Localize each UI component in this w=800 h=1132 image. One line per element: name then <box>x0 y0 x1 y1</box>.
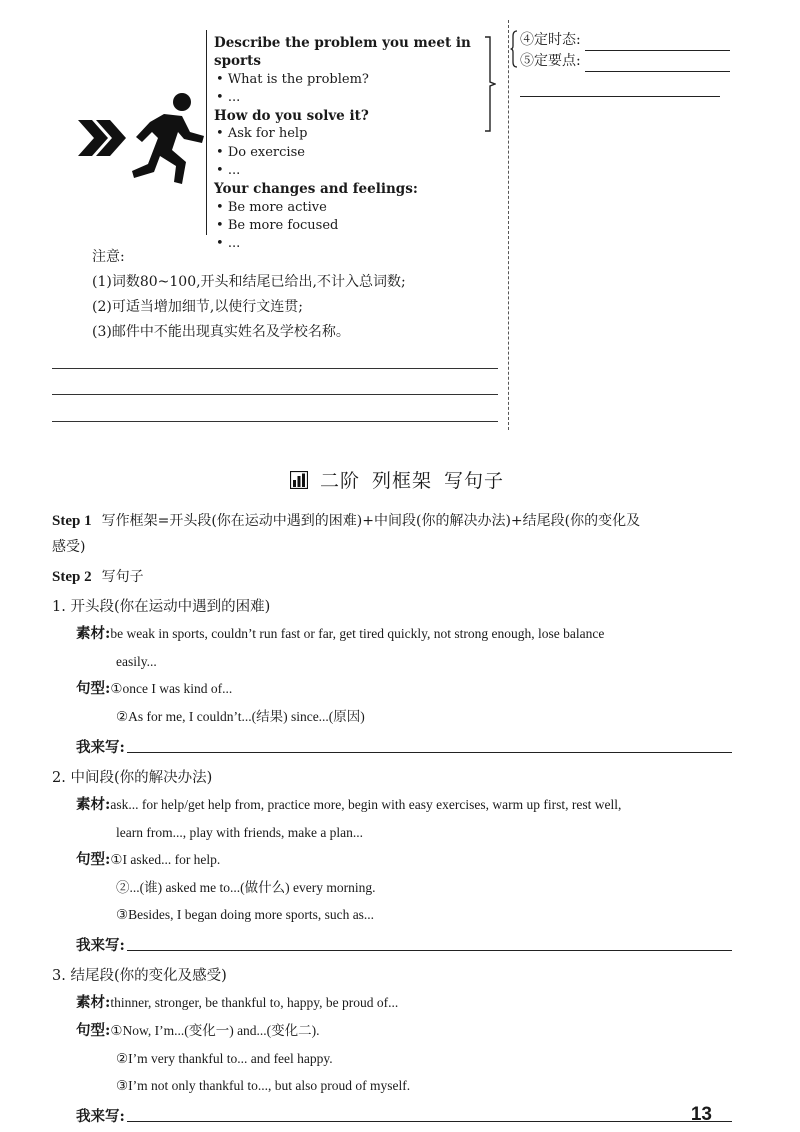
section-title-level: 二阶 <box>319 470 360 492</box>
outline-item: • ... <box>216 236 241 252</box>
outline-heading: Describe the problem you meet in sports <box>214 35 471 70</box>
brace-icon <box>510 30 518 68</box>
outline-item: • Ask for help <box>216 126 308 142</box>
outline-item: • Be more active <box>216 199 327 215</box>
pattern-item: ②...(谁) asked me to...(做什么) every morning. <box>116 880 376 895</box>
notes-title: 注意: <box>92 249 125 265</box>
section-heading: 1. 开头段(你在运动中遇到的困难) <box>52 599 271 615</box>
tense-label: ④定时态: <box>520 32 581 48</box>
tense-blank[interactable] <box>585 36 730 51</box>
outline-heading: How do you solve it? <box>214 108 369 125</box>
steps-content <box>52 508 732 1126</box>
brace-icon <box>484 36 496 132</box>
write-blank[interactable] <box>127 1121 732 1122</box>
write-row[interactable]: 我来写: <box>76 1099 732 1126</box>
page-number: 13 <box>690 1104 712 1125</box>
material-row: 素材:thinner, stronger, be thankful to, happy, be proud of... <box>76 994 399 1011</box>
section-title-sentences: 写句子 <box>444 470 505 492</box>
points-field[interactable] <box>520 51 730 72</box>
material-row-continued: learn from..., play with friends, make a plan... <box>116 825 364 840</box>
runner-icon <box>78 92 208 184</box>
note-item: (1)词数80~100,开头和结尾已给出,不计入总词数; <box>92 274 406 290</box>
notes <box>92 245 492 345</box>
material-row: 素材:be weak in sports, couldn’t run fast or far, get tired quickly, not strong enough, lose balance <box>76 625 605 642</box>
answer-line[interactable] <box>52 421 498 422</box>
points-blank-extra[interactable] <box>520 96 720 97</box>
step-label: Step 2 <box>52 569 92 585</box>
section-title <box>0 466 800 493</box>
answer-line[interactable] <box>52 368 498 369</box>
bar-chart-icon <box>290 471 308 489</box>
points-blank[interactable] <box>585 57 730 72</box>
outline-heading: Your changes and feelings: <box>214 181 418 198</box>
write-blank[interactable] <box>127 752 732 753</box>
outline-item: • ... <box>216 163 241 179</box>
answer-hints <box>520 30 730 72</box>
step-1-continued: 感受) <box>52 539 86 555</box>
writing-outline <box>214 34 484 254</box>
outline-item: • Do exercise <box>216 144 305 160</box>
pattern-row: 句型:①once I was kind of... <box>76 680 233 697</box>
dashed-divider <box>508 20 509 430</box>
answer-line[interactable] <box>52 394 498 395</box>
note-item: (2)可适当增加细节,以使行文连贯; <box>92 299 303 315</box>
pattern-item: ②As for me, I couldn’t...(结果) since...(原因) <box>116 709 365 724</box>
section-heading: 3. 结尾段(你的变化及感受) <box>52 968 227 984</box>
pattern-item: ③I’m not only thankful to..., but also proud of myself. <box>116 1078 411 1093</box>
outline-item: • What is the problem? <box>216 71 369 87</box>
outline-item: • Be more focused <box>216 217 339 233</box>
pattern-row: 句型:①Now, I’m...(变化一) and...(变化二). <box>76 1022 320 1039</box>
pattern-item: ③Besides, I began doing more sports, such as... <box>116 907 375 922</box>
step-2: Step 2 写句子 <box>52 569 144 585</box>
outline-item: • ... <box>216 89 241 105</box>
pattern-row: 句型:①I asked... for help. <box>76 851 221 868</box>
write-row[interactable]: 我来写: <box>76 928 732 955</box>
section-title-frame: 列框架 <box>371 470 432 492</box>
section-heading: 2. 中间段(你的解决办法) <box>52 770 213 786</box>
write-row[interactable]: 我来写: <box>76 730 732 757</box>
tense-field[interactable] <box>520 30 730 51</box>
note-item: (3)邮件中不能出现真实姓名及学校名称。 <box>92 324 350 340</box>
pattern-item: ②I’m very thankful to... and feel happy. <box>116 1051 333 1066</box>
step-1: Step 1 写作框架=开头段(你在运动中遇到的困难)+中间段(你的解决办法)+结尾段(你的变化及 <box>52 513 641 529</box>
points-label: ⑤定要点: <box>520 53 581 69</box>
material-row-continued: easily... <box>116 654 157 669</box>
step-label: Step 1 <box>52 513 92 529</box>
material-row: 素材:ask... for help/get help from, practice more, begin with easy exercises, warm up first, rest well, <box>76 796 622 813</box>
write-blank[interactable] <box>127 950 732 951</box>
